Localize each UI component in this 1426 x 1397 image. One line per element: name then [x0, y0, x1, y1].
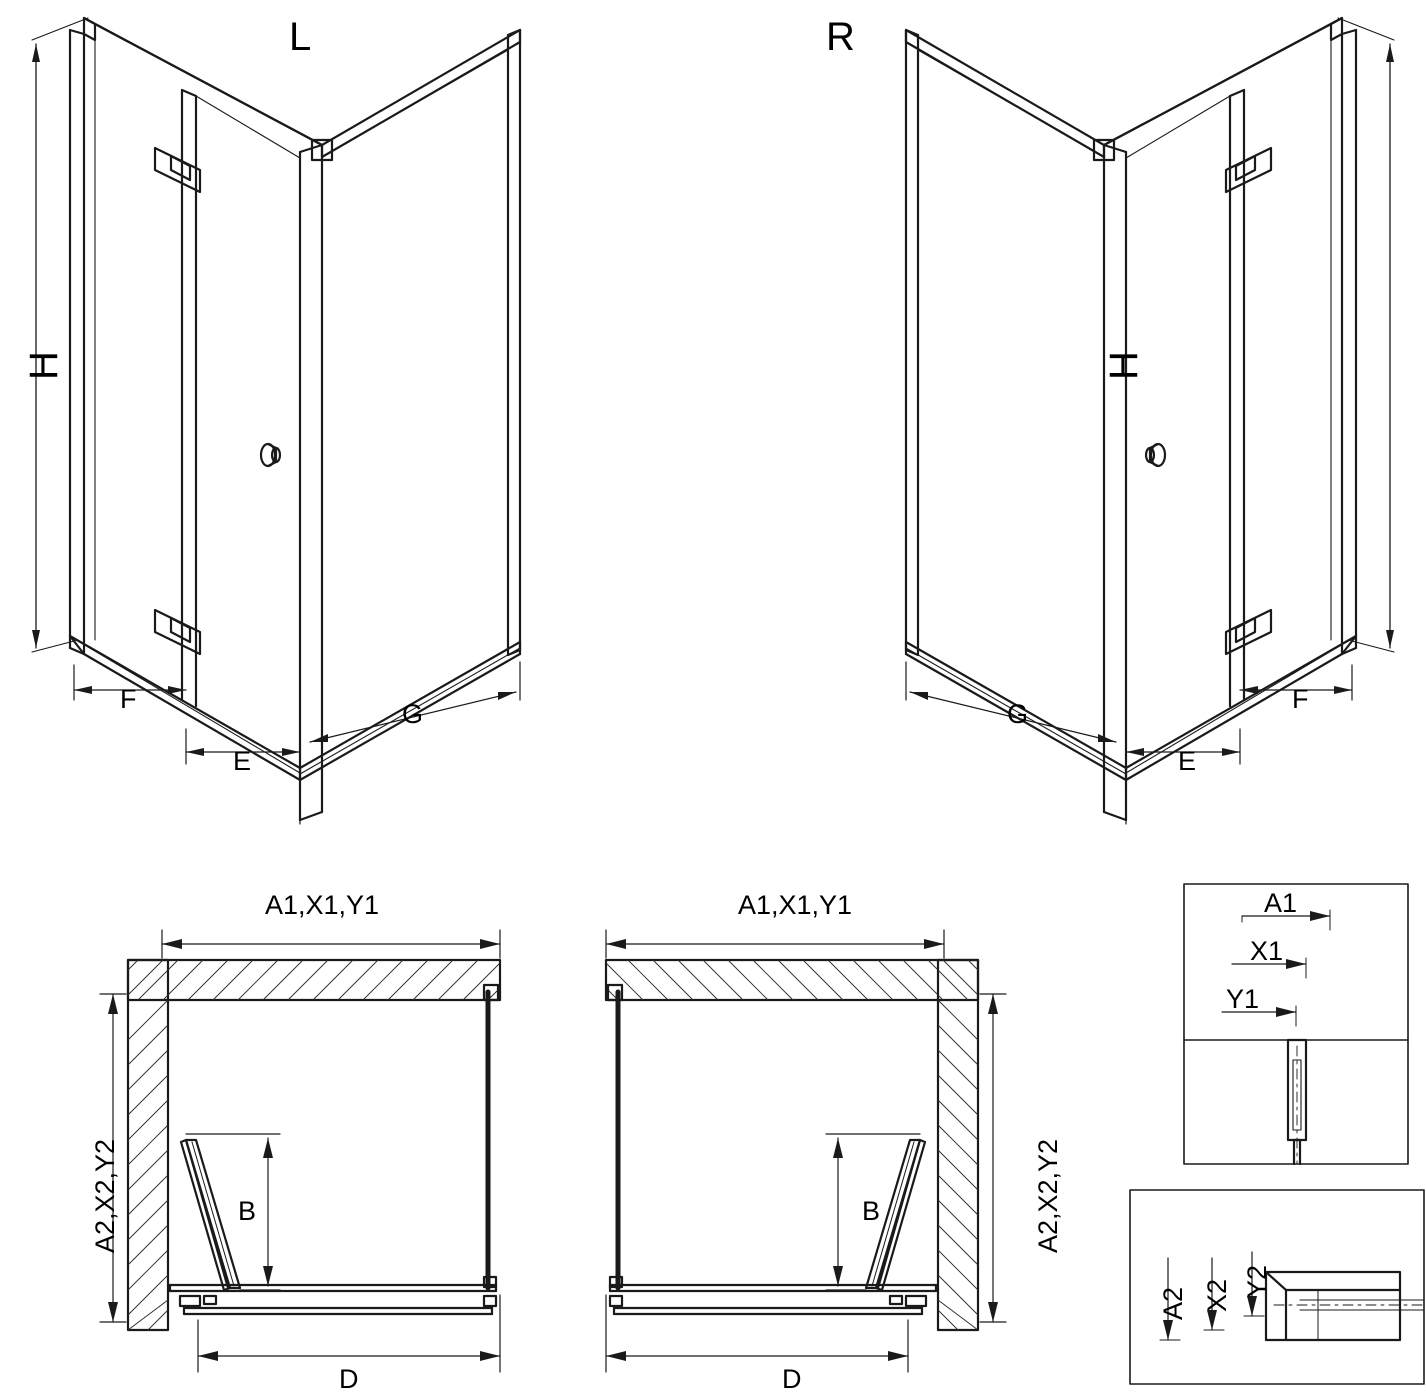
detail-bottom-dim-a2: A2	[1158, 1286, 1188, 1320]
detail-top-dim-y1: Y1	[1226, 984, 1260, 1014]
iso-left-enclosure	[32, 15, 520, 824]
detail-bottom-dim-y2: Y2	[1242, 1264, 1272, 1298]
plan-right	[606, 930, 1006, 1372]
detail-bottom-dim-x2: X2	[1202, 1278, 1232, 1312]
plan-left-bottom-dim: D	[339, 1364, 359, 1394]
hinge	[155, 610, 200, 654]
plan-left-side-dim: A2,X2,Y2	[90, 1138, 120, 1253]
view-title-right: R	[826, 15, 855, 59]
door-knob	[261, 444, 280, 466]
plan-right-top-dim: A1,X1,Y1	[738, 890, 853, 920]
iso-left-dim-f: F	[120, 684, 137, 714]
iso-right-dim-g: G	[1007, 699, 1029, 729]
iso-left-height-label: H	[22, 351, 66, 380]
detail-top-right	[1184, 884, 1408, 1164]
detail-top-dim-x1: X1	[1250, 936, 1284, 966]
iso-right-dim-f: F	[1292, 684, 1309, 714]
iso-right-enclosure	[906, 18, 1394, 824]
hinge	[1226, 610, 1271, 654]
hinge	[1226, 148, 1271, 192]
iso-right-dim-e: E	[1178, 746, 1197, 776]
plan-left-inner-dim: B	[238, 1196, 257, 1226]
plan-right-bottom-dim: D	[782, 1364, 802, 1394]
plan-right-side-dim: A2,X2,Y2	[1033, 1138, 1063, 1253]
plan-left	[100, 930, 500, 1372]
plan-right-inner-dim: B	[862, 1196, 881, 1226]
detail-top-dim-a1: A1	[1264, 888, 1298, 918]
plan-left-top-dim: A1,X1,Y1	[265, 890, 380, 920]
iso-left-dim-e: E	[233, 746, 252, 776]
iso-left-dim-g: G	[402, 699, 424, 729]
hinge	[155, 148, 200, 192]
iso-right-height-label: H	[1102, 351, 1146, 380]
door-knob	[1146, 444, 1165, 466]
view-title-left: L	[289, 15, 312, 59]
